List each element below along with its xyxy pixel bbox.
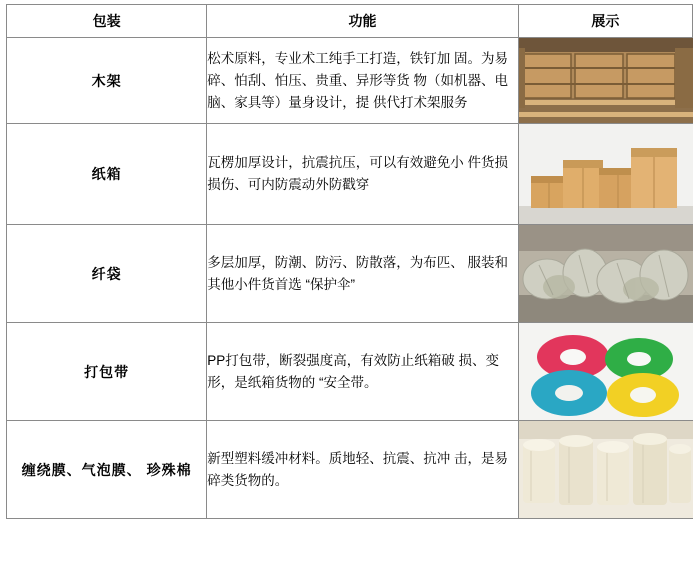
table-row [7,225,693,323]
column-header-packaging: 包装 [7,5,207,38]
strapping-rolls-photo [519,323,693,420]
table-row [7,323,693,421]
table-row [7,421,693,519]
packaging-function-wooden-crate: 松术原料，专业术工纯手工打造，铁钉加 固。为易碎、怕刮、怕压、贵重、异形等货 物（如机器、电脑、家具等）量身设计，提 供代打术架服务 [207,38,518,124]
display-cell-carton [518,124,692,225]
table-body [7,38,693,519]
packaging-name-carton: 纸箱 [7,124,207,225]
display-cell-wooden-crate [518,38,692,124]
column-header-display: 展示 [518,5,692,38]
packaging-function-strapping-belt: PP打包带，断裂强度高，有效防止纸箱破 损、变形，是纸箱货物的 “安全带。 [207,323,518,421]
packaging-function-carton: 瓦楞加厚设计，抗震抗压，可以有效避免小 件货损损伤、可内防震动外防戳穿 [207,124,518,225]
stretch-film-rolls-photo [519,421,693,518]
packaging-function-woven-bag: 多层加厚，防潮、防污、防散落，为布匹、 服装和其他小件货首选 “保护伞” [207,225,518,323]
packaging-name-wooden-crate: 木架 [7,38,207,124]
display-cell-stretch-film [518,421,692,519]
wooden-crate-photo [519,38,693,123]
table-header [7,5,693,38]
table-row [7,38,693,124]
display-cell-strapping-belt [518,323,692,421]
carton-boxes-photo [519,124,693,224]
packaging-function-stretch-film: 新型塑料缓冲材料。质地轻、抗震、抗冲 击，是易碎类货物的。 [207,421,518,519]
column-header-function: 功能 [207,5,518,38]
woven-bags-photo [519,225,693,322]
packaging-name-woven-bag: 纤袋 [7,225,207,323]
table-row [7,124,693,225]
table-header-row [7,5,693,38]
packaging-table [6,4,693,519]
packaging-name-stretch-film: 缠绕膜、气泡膜、 珍殊棉 [7,421,207,519]
display-cell-woven-bag [518,225,692,323]
packaging-name-strapping-belt: 打包带 [7,323,207,421]
